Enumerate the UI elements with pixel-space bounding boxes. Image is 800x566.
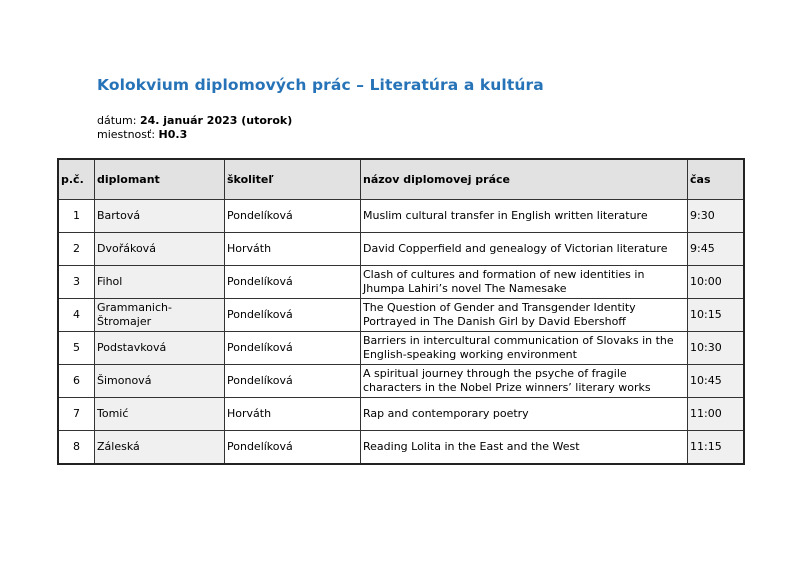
cell-student: Fihol — [95, 266, 225, 299]
cell-number: 1 — [58, 200, 95, 233]
cell-number: 2 — [58, 233, 95, 266]
cell-time: 11:15 — [688, 431, 745, 465]
date-label: dátum: — [97, 114, 137, 127]
cell-student: Podstavková — [95, 332, 225, 365]
cell-time: 9:30 — [688, 200, 745, 233]
room-line — [97, 128, 292, 142]
header-supervisor: školiteľ — [225, 159, 361, 200]
cell-supervisor: Pondelíková — [225, 332, 361, 365]
cell-thesis: The Question of Gender and Transgender Identity Portrayed in The Danish Girl by David Ebershoff — [361, 299, 688, 332]
cell-thesis: A spiritual journey through the psyche of fragile characters in the Nobel Prize winners’ literary works — [361, 365, 688, 398]
cell-time: 9:45 — [688, 233, 745, 266]
cell-time: 11:00 — [688, 398, 745, 431]
cell-thesis: Barriers in intercultural communication of Slovaks in the English-speaking working environment — [361, 332, 688, 365]
cell-supervisor: Pondelíková — [225, 299, 361, 332]
cell-number: 8 — [58, 431, 95, 465]
cell-number: 7 — [58, 398, 95, 431]
cell-thesis: Muslim cultural transfer in English written literature — [361, 200, 688, 233]
cell-number: 5 — [58, 332, 95, 365]
cell-supervisor: Pondelíková — [225, 200, 361, 233]
cell-time: 10:15 — [688, 299, 745, 332]
table-row — [58, 266, 744, 299]
cell-supervisor: Pondelíková — [225, 431, 361, 465]
table-row — [58, 200, 744, 233]
meta-info — [97, 114, 292, 142]
table-row — [58, 431, 744, 465]
page-title: Kolokvium diplomových prác – Literatúra a kultúra — [97, 76, 544, 94]
cell-student: Šimonová — [95, 365, 225, 398]
cell-time: 10:00 — [688, 266, 745, 299]
cell-number: 4 — [58, 299, 95, 332]
cell-time: 10:30 — [688, 332, 745, 365]
cell-supervisor: Pondelíková — [225, 365, 361, 398]
date-line — [97, 114, 292, 128]
header-thesis: názov diplomovej práce — [361, 159, 688, 200]
date-value: 24. január 2023 (utorok) — [139, 114, 293, 127]
table-row — [58, 233, 744, 266]
cell-student: Grammanich-Štromajer — [95, 299, 225, 332]
cell-thesis: Reading Lolita in the East and the West — [361, 431, 688, 465]
cell-student: Záleská — [95, 431, 225, 465]
header-number: p.č. — [58, 159, 95, 200]
cell-number: 3 — [58, 266, 95, 299]
cell-supervisor: Horváth — [225, 233, 361, 266]
cell-thesis: Clash of cultures and formation of new identities in Jhumpa Lahiri’s novel The Namesake — [361, 266, 688, 299]
cell-thesis: David Copperfield and genealogy of Victorian literature — [361, 233, 688, 266]
table-row — [58, 365, 744, 398]
cell-supervisor: Pondelíková — [225, 266, 361, 299]
cell-time: 10:45 — [688, 365, 745, 398]
cell-student: Bartová — [95, 200, 225, 233]
table-row — [58, 332, 744, 365]
header-time: čas — [688, 159, 745, 200]
cell-thesis: Rap and contemporary poetry — [361, 398, 688, 431]
header-student: diplomant — [95, 159, 225, 200]
cell-number: 6 — [58, 365, 95, 398]
table-row — [58, 398, 744, 431]
schedule-table — [57, 158, 745, 465]
cell-supervisor: Horváth — [225, 398, 361, 431]
room-value: H0.3 — [158, 128, 188, 141]
table-row — [58, 299, 744, 332]
cell-student: Dvořáková — [95, 233, 225, 266]
table-header-row — [58, 159, 744, 200]
cell-student: Tomić — [95, 398, 225, 431]
room-label: miestnosť: — [97, 128, 156, 141]
